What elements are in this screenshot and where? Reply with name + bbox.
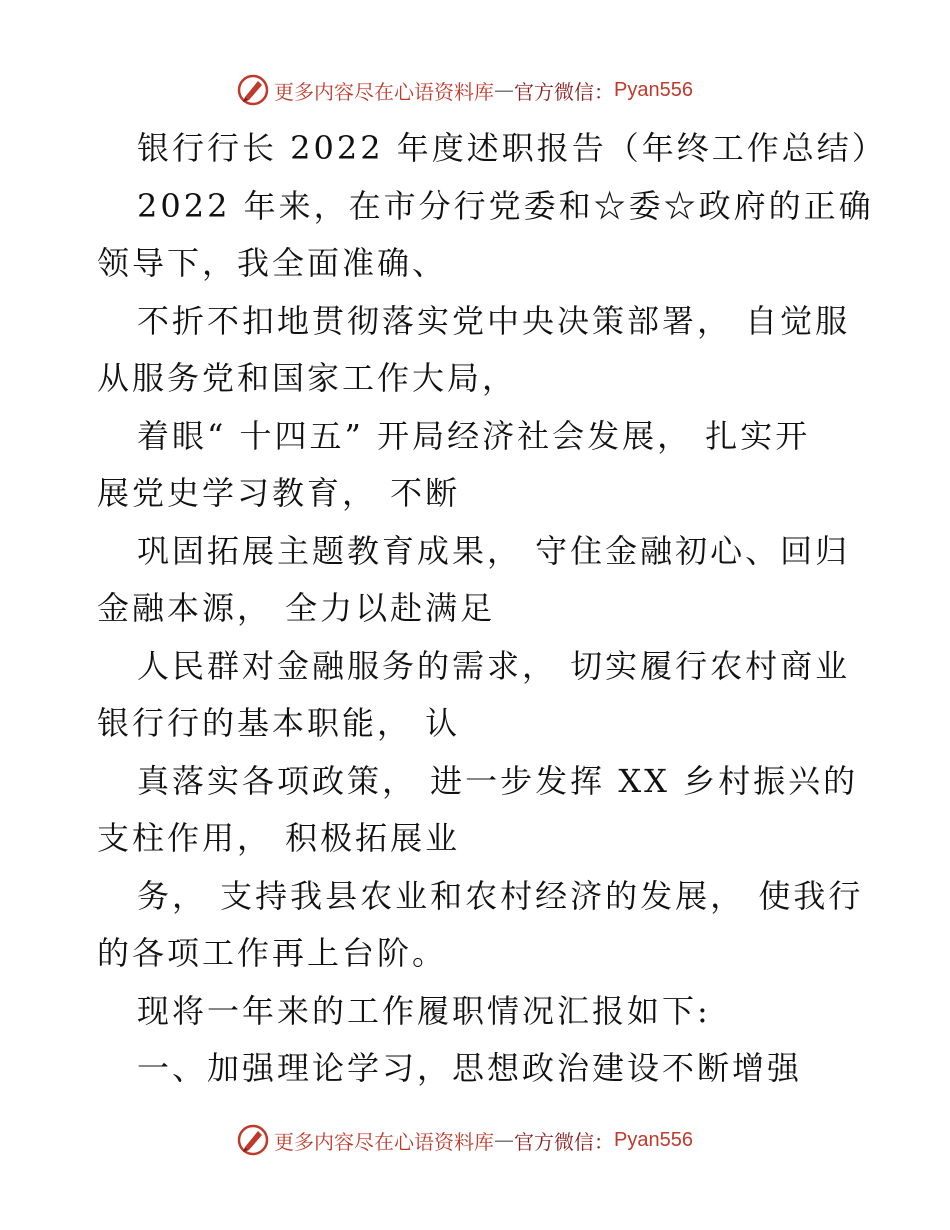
watermark-id: Pyan556 — [614, 78, 693, 101]
paragraph-line: 着眼“ 十四五” 开局经济社会发展， 扎实开 — [137, 416, 811, 455]
watermark-label: 官方微信： — [514, 79, 614, 104]
footer-watermark — [236, 1122, 693, 1158]
paragraph-line: 不折不扣地贯彻落实党中央决策部署， 自觉服 — [137, 301, 851, 340]
watermark-separator: — — [494, 78, 514, 102]
paragraph-line: 巩固拓展主题教育成果， 守住金融初心、回归 — [137, 531, 851, 570]
paragraph-line: 展党史学习教育， 不断 — [97, 474, 461, 512]
watermark-text: 更多内容尽在心语资料库 — [274, 79, 494, 104]
paragraph-line: 人民群对金融服务的需求， 切实履行农村商业 — [137, 646, 851, 685]
paragraph-line: 金融本源， 全力以赴满足 — [97, 589, 496, 627]
paragraph-line: 从服务党和国家工作大局， — [97, 359, 518, 397]
watermark-id: Pyan556 — [614, 1128, 693, 1151]
paragraph-line: 现将一年来的工作履职情况汇报如下: — [137, 991, 711, 1030]
logo-icon — [236, 73, 270, 107]
paragraph-line: 银行行的基本职能， 认 — [97, 704, 461, 742]
watermark-text: 更多内容尽在心语资料库 — [274, 1129, 494, 1154]
paragraph-line: 一、加强理论学习，思想政治建设不断增强 — [137, 1049, 803, 1087]
paragraph-line: 支柱作用， 积极拓展业 — [97, 819, 461, 857]
document-body — [97, 120, 887, 1098]
watermark-separator: — — [494, 1128, 514, 1152]
paragraph-line: 务， 支持我县农业和农村经济的发展， 使我行 — [137, 876, 864, 915]
logo-icon — [236, 1123, 270, 1157]
paragraph-line: 2022 年来，在市分行党委和☆委☆政府的正确 — [137, 186, 874, 225]
paragraph-line: 真落实各项政策， 进一步发挥 XX 乡村振兴的 — [137, 761, 859, 800]
paragraph-line: 领导下，我全面准确、 — [97, 244, 448, 282]
watermark-label: 官方微信： — [514, 1129, 614, 1154]
paragraph-line: 银行行长 2022 年度述职报告（年终工作总结） — [137, 129, 887, 167]
paragraph-line: 的各项工作再上台阶。 — [97, 934, 448, 972]
header-watermark — [236, 72, 693, 108]
